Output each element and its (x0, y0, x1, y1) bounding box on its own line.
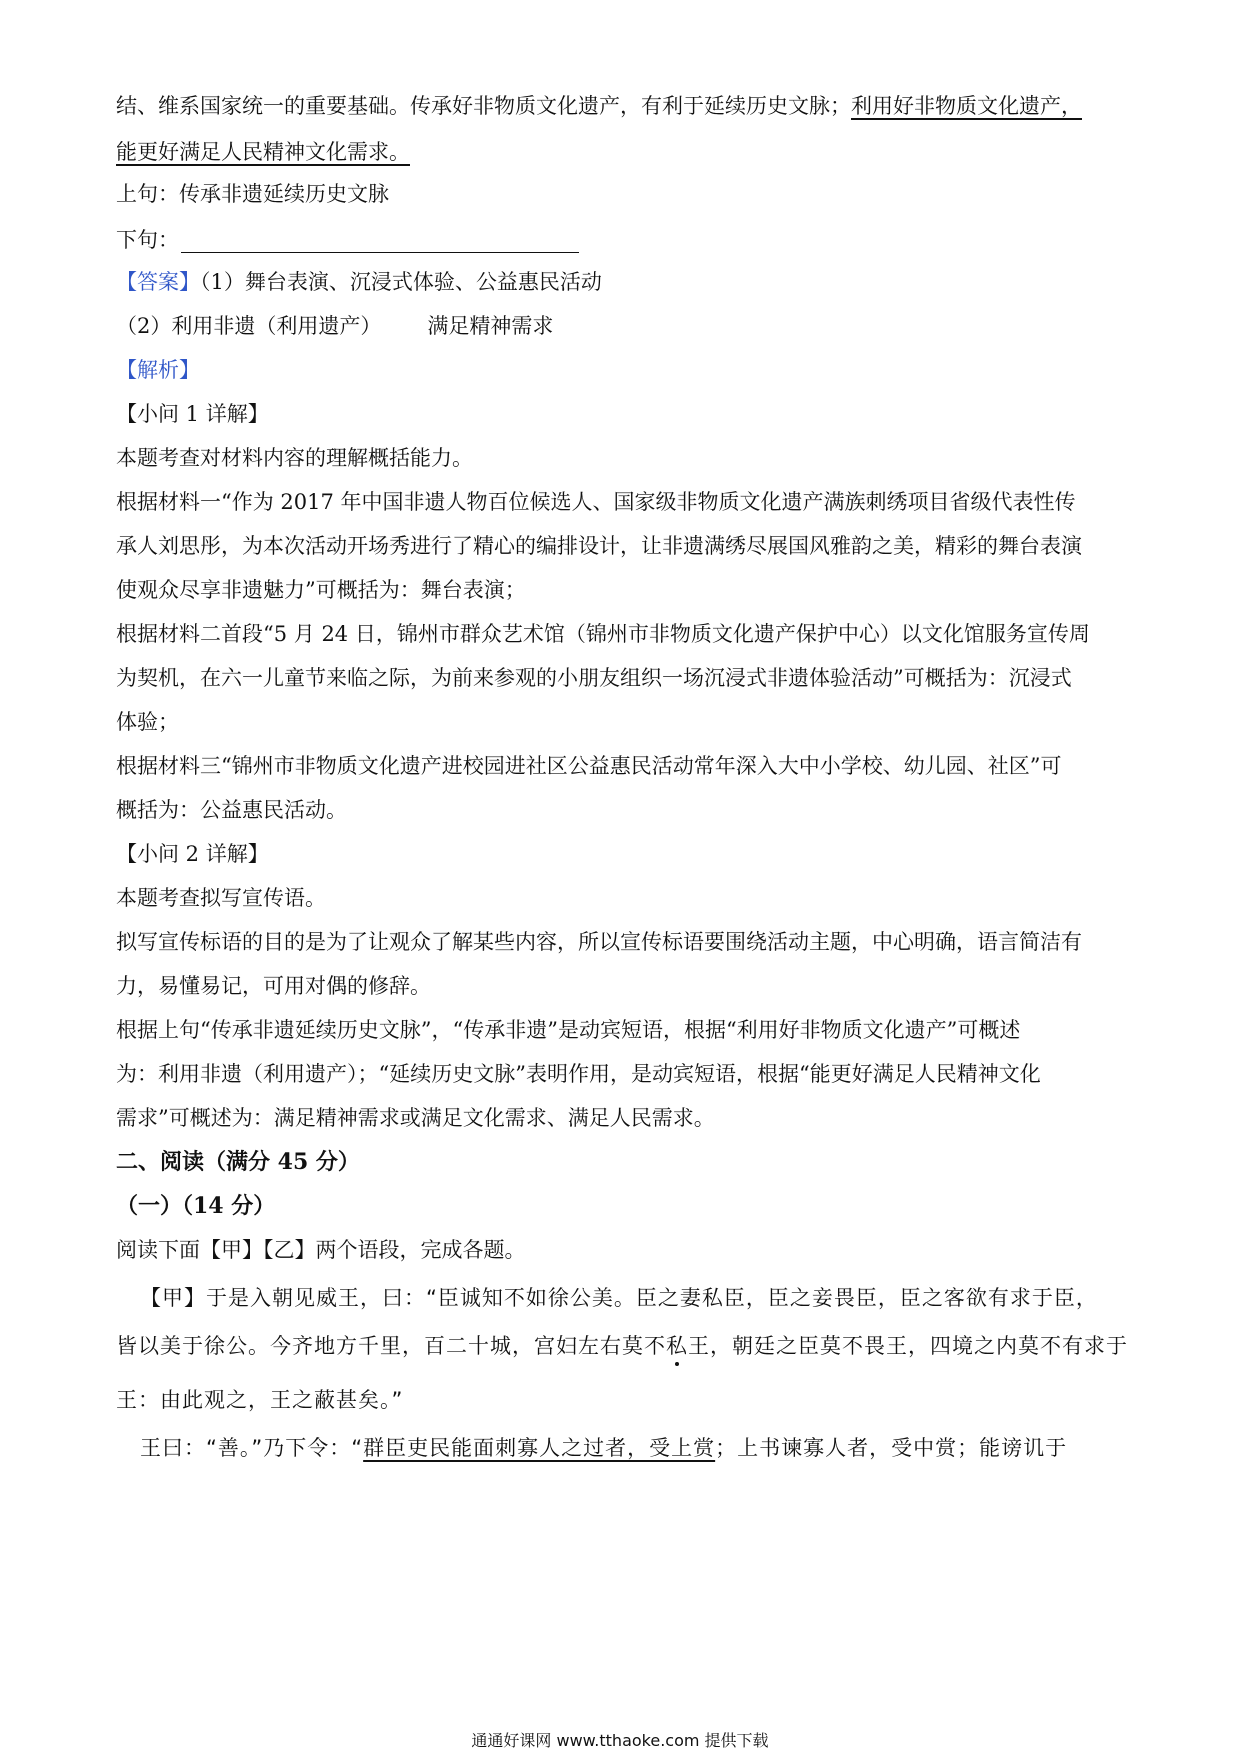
lower-label: 下句： (116, 228, 179, 252)
classical-p2a: 王曰：“善。”乃下令：“ (140, 1436, 364, 1460)
q1-line-4: 根据材料二首段“5 月 24 日，锦州市群众艺术馆（锦州市非物质文化遗产保护中心）以文化馆服务宣传周 (116, 622, 1090, 646)
couplet-upper (116, 178, 1126, 210)
analysis-tag: 【解析】 (116, 358, 200, 382)
intro-text: 结、维系国家统一的重要基础。传承好非物质文化遗产，有利于延续历史文脉； (116, 94, 851, 118)
answer-line-1 (116, 266, 1126, 298)
classical-p1-line-2 (116, 1330, 1126, 1362)
answer-part-1: （1）舞台表演、沉浸式体验、公益惠民活动 (200, 270, 602, 294)
q1-line-6: 体验； (116, 710, 179, 734)
intro-underlined-text-2: 能更好满足人民精神文化需求。 (116, 140, 410, 164)
answer-line-2 (116, 310, 1126, 342)
classical-p1-line-3: 王：由此观之，王之蔽甚矣。” (116, 1388, 404, 1412)
intro-line-1 (116, 90, 1126, 122)
q1-line-3: 使观众尽享非遗魅力”可概括为：舞台表演； (116, 578, 526, 602)
classical-p2-underlined: 群臣吏民能面刺寡人之过者，受上赏 (363, 1436, 716, 1460)
answer-part-2a: （2）利用非遗（利用遗产） (116, 314, 382, 338)
q1-line-1: 根据材料一“作为 2017 年中国非遗人物百位候选人、国家级非物质文化遗产满族刺绣项目省级代表性传 (116, 490, 1076, 514)
emphasis-dot-char: 私 (666, 1334, 688, 1358)
answer-part-2b: 满足精神需求 (427, 314, 554, 338)
q1-line-0: 本题考查对材料内容的理解概括能力。 (116, 446, 473, 470)
section-instruction: 阅读下面【甲】【乙】两个语段，完成各题。 (116, 1238, 526, 1262)
q2-line-1: 拟写宣传标语的目的是为了让观众了解某些内容，所以宣传标语要围绕活动主题，中心明确，语言简洁有 (116, 930, 1082, 954)
page-footer: 通通好课网 www.tthaoke.com 提供下载 (471, 1731, 769, 1750)
q2-line-0: 本题考查拟写宣传语。 (116, 886, 326, 910)
couplet-lower (116, 224, 1126, 256)
section-subtitle: （一）（14 分） (116, 1193, 276, 1219)
upper-label: 上句： (116, 182, 179, 206)
q1-line-2: 承人刘思彤，为本次活动开场秀进行了精心的编排设计，让非遗满绣尽展国风雅韵之美，精彩的舞台表演 (116, 534, 1082, 558)
q2-line-5: 需求”可概述为：满足精神需求或满足文化需求、满足人民需求。 (116, 1106, 715, 1130)
q1-line-5: 为契机，在六一儿童节来临之际，为前来参观的小朋友组织一场沉浸式非遗体验活动”可概括为：沉浸式 (116, 666, 1072, 690)
answer-tag: 【答案】 (116, 270, 200, 294)
q2-line-2: 力，易懂易记，可用对偶的修辞。 (116, 974, 431, 998)
classical-p1-line-2b: 王，朝廷之臣莫不畏王，四境之内莫不有求于 (688, 1334, 1128, 1358)
classical-p1-line-2a: 皆以美于徐公。今齐地方千里，百二十城，宫妇左右莫不 (116, 1334, 666, 1358)
q2-line-3: 根据上句“传承非遗延续历史文脉”，“传承非遗”是动宾短语，根据“利用好非物质文化遗产”可概述 (116, 1018, 1021, 1042)
q2-line-4: 为：利用非遗（利用遗产）；“延续历史文脉”表明作用，是动宾短语，根据“能更好满足人民精神文化 (116, 1062, 1041, 1086)
intro-underlined-text: 利用好非物质文化遗产， (851, 94, 1082, 118)
q1-line-7: 根据材料三“锦州市非物质文化遗产进校园进社区公益惠民活动常年深入大中小学校、幼儿园、社区”可 (116, 754, 1062, 778)
q1-heading: 【小问 1 详解】 (116, 402, 269, 426)
classical-p2-line (140, 1432, 1130, 1464)
q1-line-8: 概括为：公益惠民活动。 (116, 798, 347, 822)
answer-blank-line (181, 251, 579, 253)
upper-text: 传承非遗延续历史文脉 (179, 182, 389, 206)
q2-heading: 【小问 2 详解】 (116, 842, 269, 866)
classical-p2b: ；上书谏寡人者，受中赏；能谤讥于 (715, 1436, 1068, 1460)
classical-p1-line-1: 【甲】于是入朝见威王，曰：“臣诚知不如徐公美。臣之妻私臣，臣之妾畏臣，臣之客欲有求于臣， (140, 1286, 1098, 1310)
section-title: 二、阅读（满分 45 分） (116, 1149, 360, 1175)
intro-line-2 (116, 136, 1126, 168)
